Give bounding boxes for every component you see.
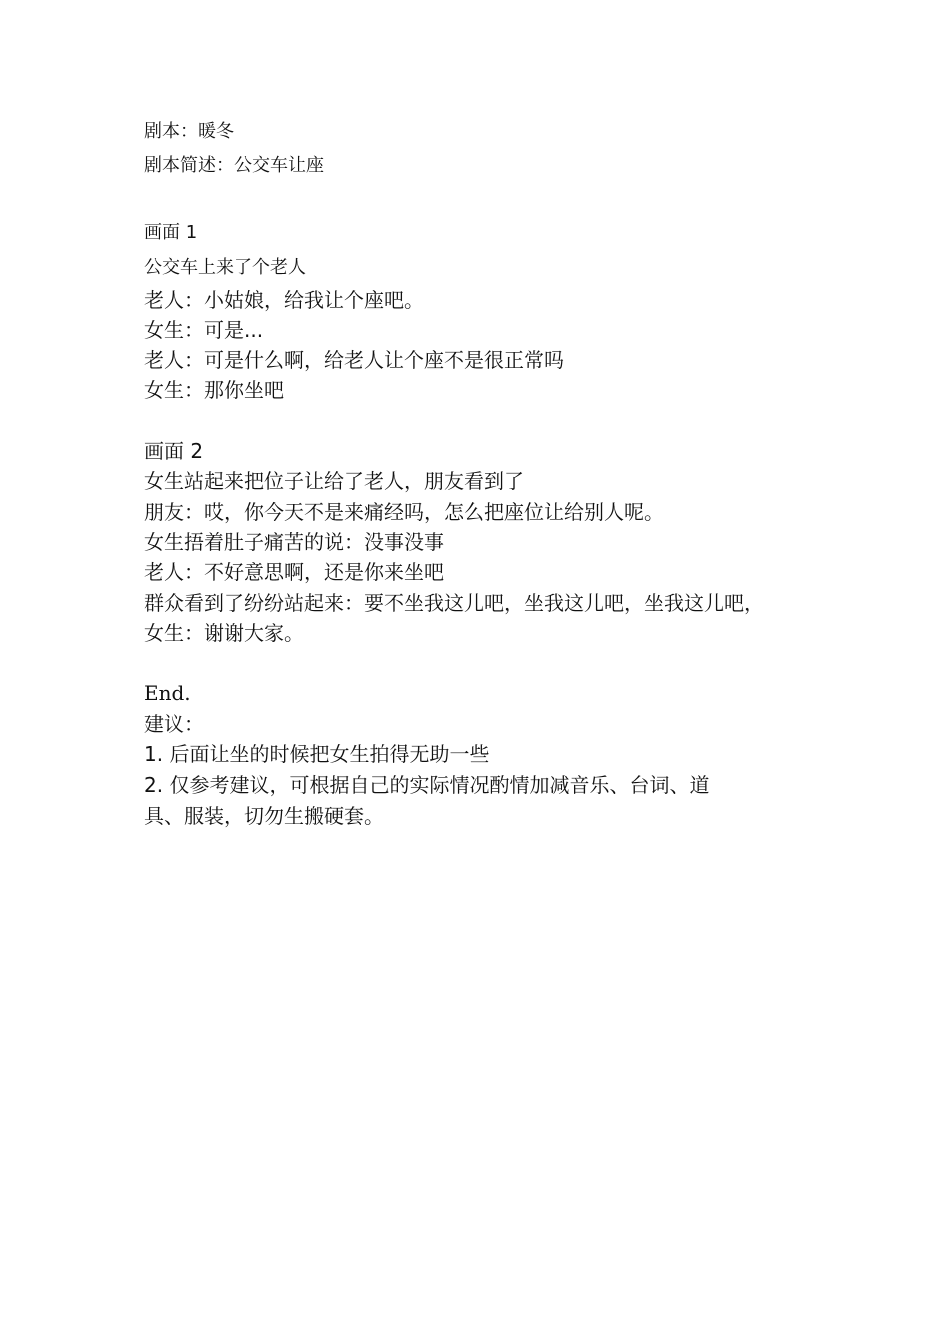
scene-1-line: 女生：那你坐吧 bbox=[144, 378, 284, 402]
scene-1-line: 女生：可是... bbox=[144, 318, 264, 342]
scene-2-line: 女生站起来把位子让给了老人，朋友看到了 bbox=[144, 469, 524, 493]
scene-2-line: 女生：谢谢大家。 bbox=[144, 621, 304, 645]
suggestion-item: 2. 仅参考建议，可根据自己的实际情况酌情加减音乐、台词、道 bbox=[144, 773, 710, 797]
scene-2-line: 老人：不好意思啊，还是你来坐吧 bbox=[144, 560, 444, 584]
suggestion-item: 1. 后面让坐的时候把女生拍得无助一些 bbox=[144, 742, 490, 766]
script-summary: 剧本简述：公交车让座 bbox=[144, 155, 324, 176]
scene-2-line: 群众看到了纷纷站起来：要不坐我这儿吧，坐我这儿吧，坐我这儿吧， bbox=[144, 591, 764, 615]
scene-1-line: 老人：可是什么啊，给老人让个座不是很正常吗 bbox=[144, 348, 564, 372]
scene-2-line: 女生捂着肚子痛苦的说：没事没事 bbox=[144, 530, 444, 554]
scene-2-line: 朋友：哎，你今天不是来痛经吗，怎么把座位让给别人呢。 bbox=[144, 500, 664, 524]
script-title: 剧本：暖冬 bbox=[144, 121, 234, 142]
scene-2-heading: 画面 2 bbox=[144, 439, 204, 463]
scene-1-line: 老人：小姑娘，给我让个座吧。 bbox=[144, 288, 424, 312]
suggestion-heading: 建议： bbox=[144, 712, 204, 736]
end-marker: End. bbox=[144, 681, 191, 705]
scene-1-line: 公交车上来了个老人 bbox=[144, 257, 306, 278]
scene-1-heading: 画面 1 bbox=[144, 222, 198, 243]
suggestion-item-continued: 具、服装，切勿生搬硬套。 bbox=[144, 804, 384, 828]
